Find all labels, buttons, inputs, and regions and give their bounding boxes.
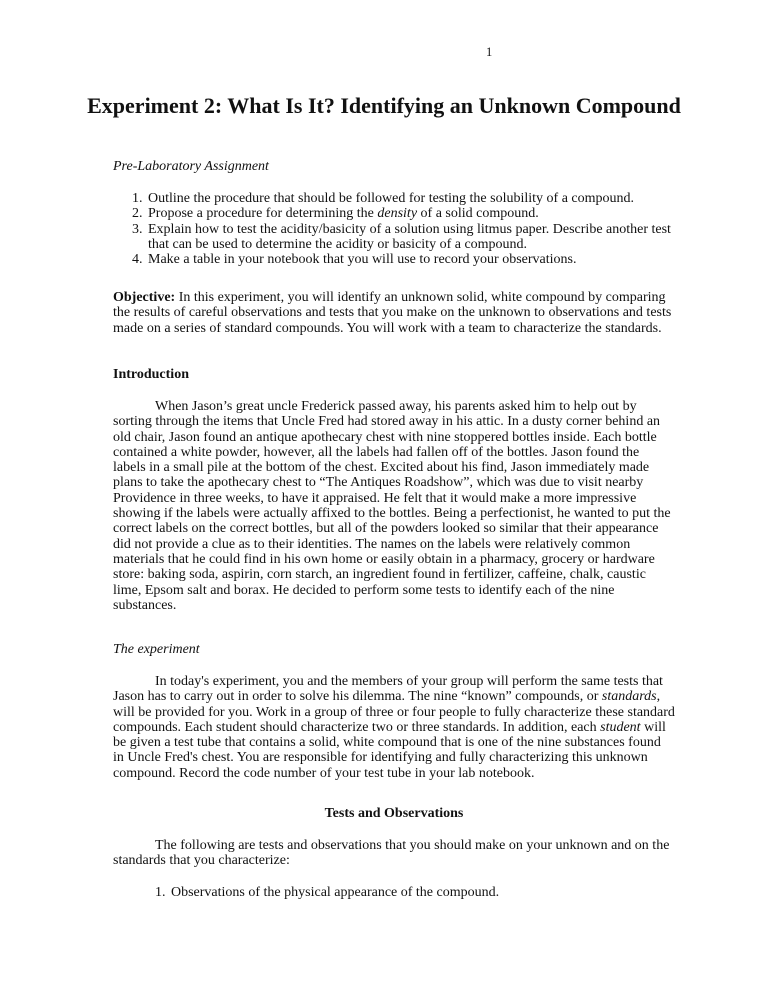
introduction-section: [113, 367, 675, 382]
tests-heading: Tests and Observations: [324, 806, 464, 821]
introduction-paragraph: When Jason’s great uncle Frederick passed away, his parents asked him to help out by sorting through the items that Uncle Fred had stored away in his attic. In a dusty corner behind an old chair, Jason found an antique apothecary chest with nine stoppered bottles inside. Each bottle contained a white powder, however, all the labels had fallen off of the bottles. Jason found the labels in a small pile at the bottom of the chest. Excited about his find, Jason immediately made plans to take the apothecary chest to “The Antiques Roadshow”, which was due to visit nearby Providence in three weeks, to have it appraised. He felt that it would make a more impressive showing if the labels were actually affixed to the bottles. Being a perfectionist, he wanted to put the correct labels on the correct bottles, but all of the powders looked so similar that their appearance did not provide a clue as to their identities. The names on the labels were relatively common materials that he could find in his own home or easily obtain in a pharmacy, grocery or hardware store: baking soda, aspirin, corn starch, an ingredient found in fertilizer, caffeine, chalk, caustic lime, Epsom salt and borax. He decided to perform some tests to identify each of the nine substances.: [113, 399, 671, 613]
experiment-section: [113, 642, 675, 657]
standards-emphasis: standards: [601, 689, 657, 705]
introduction-heading: Introduction: [113, 367, 189, 382]
prelab-item-1: 1. Outline the procedure that should be followed for testing the solubility of a compound.: [132, 191, 635, 206]
tests-section: [113, 806, 675, 821]
prelab-section: [113, 159, 675, 174]
tests-item-1: 1. Observations of the physical appearance of the compound.: [155, 885, 500, 900]
experiment-body: [113, 674, 675, 781]
objective-paragraph: Objective: In this experiment, you will identify an unknown solid, white compound by comparing the results of careful observations and tests that you make on the unknown to observations and tests made on a series of standard compounds. You will work with a team to characterize the standards.: [113, 290, 672, 336]
tests-intro-body: [113, 838, 675, 869]
objective-section: [113, 290, 675, 336]
page-title: Experiment 2: What Is It? Identifying an Unknown Compound: [87, 93, 681, 118]
prelab-item-3: 3. Explain how to test the acidity/basicity of a solution using litmus paper. Describe another test that can be used to determine the acidity or basicity of a compound.: [132, 221, 671, 252]
prelab-list-container: [132, 191, 677, 267]
prelab-item-2: 2. Propose a procedure for determining the density of a solid compound.: [132, 206, 539, 222]
prelab-list: [132, 191, 677, 267]
objective-label: Objective:: [113, 290, 176, 305]
tests-list-container: [155, 885, 675, 900]
prelab-item-4: 4. Make a table in your notebook that you will use to record your observations.: [132, 252, 577, 268]
density-emphasis: density: [377, 206, 418, 222]
page-number: 1: [486, 45, 493, 59]
tests-list: [155, 885, 675, 900]
experiment-paragraph: In today's experiment, you and the members of your group will perform the same tests that Jason has to carry out in order to solve his dilemma. The nine “known” compounds, or standards, will be provided for you. Work in a group of three or four people to fully characterize these standard compounds. Each student should characterize two or three standards. In addition, each student will be given a test tube that contains a solid, white compound that is one of the nine substances found in Uncle Fred's chest. You are responsible for identifying and fully characterizing this unknown compound. Record the code number of your test tube in your lab notebook.: [113, 674, 675, 781]
experiment-heading: The experiment: [113, 642, 200, 657]
introduction-body: [113, 399, 675, 613]
student-emphasis: student: [600, 719, 641, 735]
prelab-heading: Pre-Laboratory Assignment: [113, 159, 269, 174]
tests-intro-paragraph: The following are tests and observations that you should make on your unknown and on the standards that you characterize:: [113, 838, 670, 869]
